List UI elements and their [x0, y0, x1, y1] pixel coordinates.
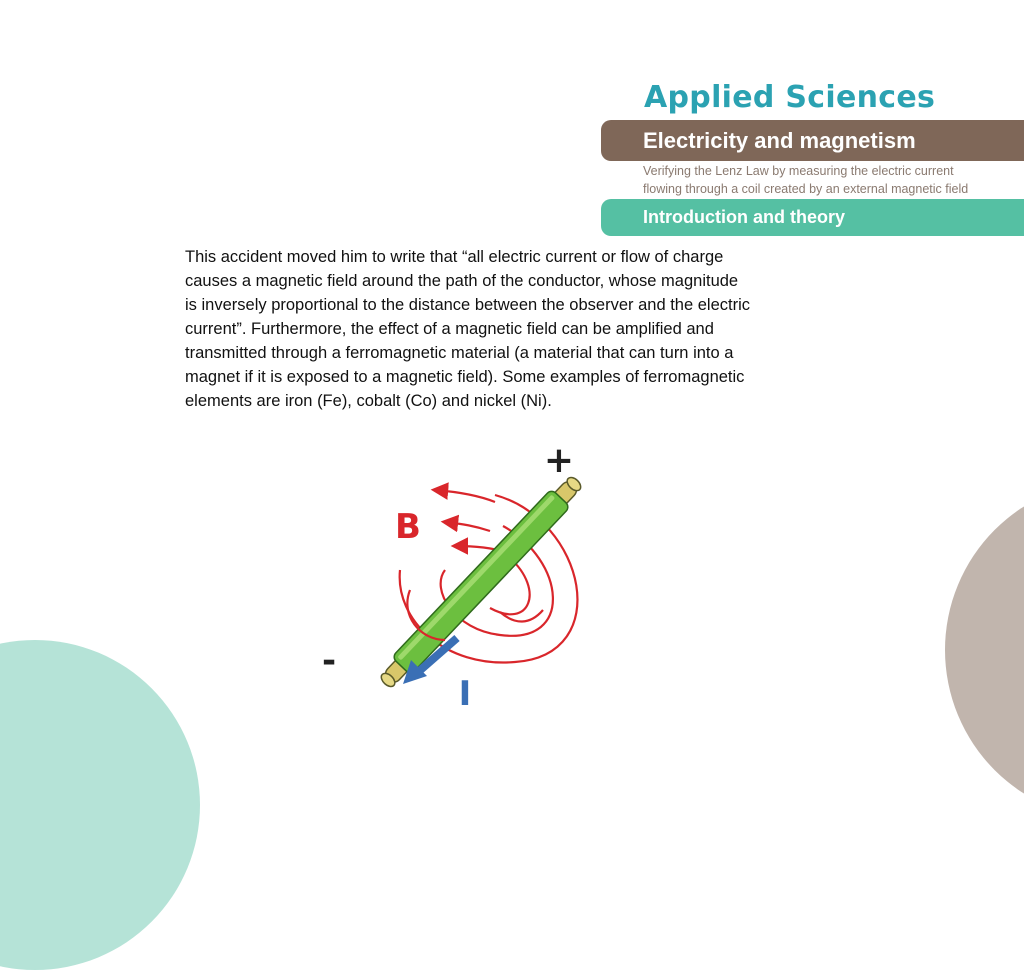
decorative-circle-right	[945, 480, 1024, 820]
decorative-circle-bottom-left	[0, 640, 200, 970]
paragraph-line: This accident moved him to write that “all electric current or flow of charge	[185, 248, 724, 266]
wire-highlight	[397, 495, 555, 661]
section-title: Introduction and theory	[643, 207, 845, 227]
field-label: B	[395, 507, 421, 547]
wire	[375, 471, 587, 692]
paragraph-line: current”. Furthermore, the effect of a magnetic field can be amplified and	[185, 320, 714, 338]
plus-label: +	[543, 440, 575, 481]
subject-banner	[601, 120, 1024, 161]
paragraph-line: elements are iron (Fe), cobalt (Co) and nickel (Ni).	[185, 392, 552, 410]
paragraph-line: transmitted through a ferromagnetic material (a material that can turn into a	[185, 344, 734, 362]
magnetic-field-diagram	[315, 440, 615, 720]
paragraph-line: is inversely proportional to the distance between the observer and the electric	[185, 296, 750, 314]
body-paragraph	[185, 245, 835, 413]
field-arrow-2	[435, 490, 495, 502]
section-banner	[601, 199, 1024, 236]
subtitle-line: Verifying the Lenz Law by measuring the electric current	[643, 164, 954, 178]
subject-title: Electricity and magnetism	[643, 128, 916, 153]
paragraph-line: causes a magnetic field around the path of the conductor, whose magnitude	[185, 272, 739, 290]
subtitle-line: flowing through a coil created by an external magnetic field	[643, 182, 969, 196]
minus-label: -	[321, 641, 337, 681]
experiment-subtitle	[643, 162, 1018, 198]
field-arrow-1	[445, 522, 490, 531]
paragraph-line: magnet if it is exposed to a magnetic field). Some examples of ferromagnetic	[185, 368, 745, 386]
current-label: I	[458, 674, 472, 714]
brand-title: Applied Sciences	[644, 80, 936, 115]
